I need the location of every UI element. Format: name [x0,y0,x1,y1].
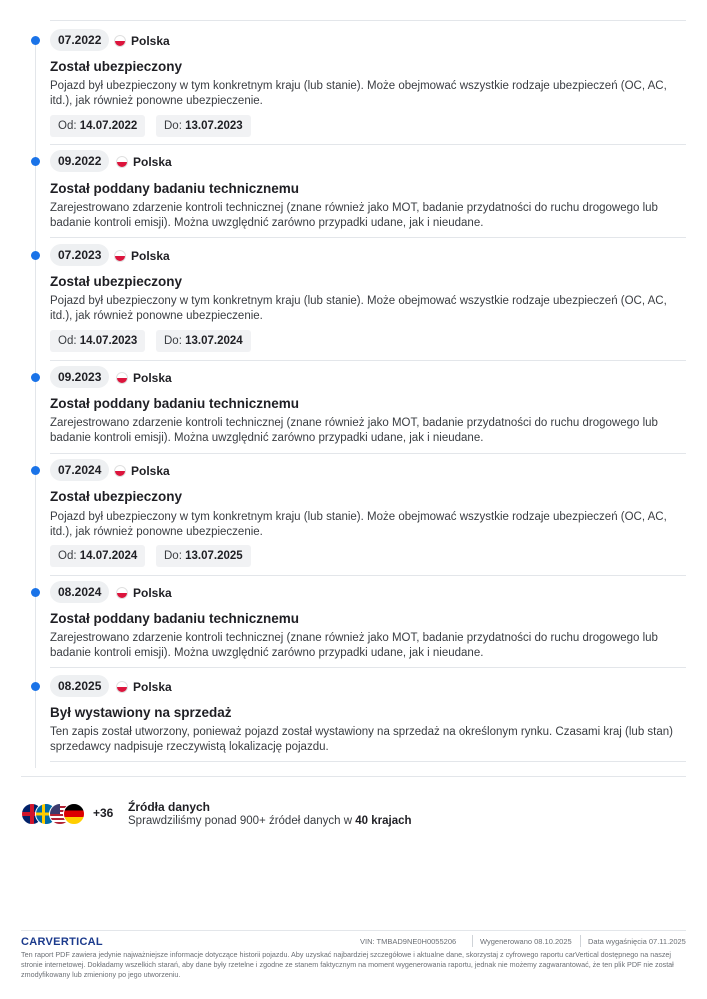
to-label: Do: [164,335,182,347]
event-country: Polska [131,34,170,48]
poland-flag-icon [114,465,126,477]
event-description: Ten zapis został utworzony, ponieważ pojazd został wystawiony na sprzedaż na określonym rynku. Czasami kraj (lub stan) sprzedawcy nadpisuje rzeczywistą lokalizację pojazdu. [50,726,673,753]
event-date-chip: 09.2023 [50,366,109,388]
event-description: Zarejestrowano zdarzenie kontroli technicznej (znane również jako MOT, badanie przydatności do ruchu drogowego lub badanie kontroli emisji). Można uwzględnić zarówno przypadki udane, jak i nieudane. [50,417,658,444]
to-label: Do: [164,120,182,132]
footer-divider [21,930,686,931]
to-date: 13.07.2024 [185,335,243,347]
event-date-chip: 08.2024 [50,581,109,603]
poland-flag-icon [116,156,128,168]
top-divider [50,20,686,21]
period-from-pill [50,330,145,352]
timeline-dot [31,588,40,597]
timeline-dot [31,251,40,260]
from-label: Od: [58,335,77,347]
footer-separator [472,935,473,947]
to-date: 13.07.2025 [185,550,243,562]
poland-flag-icon [116,681,128,693]
timeline-dot [31,157,40,166]
poland-flag-icon [114,250,126,262]
event-country: Polska [131,249,170,263]
from-date: 14.07.2022 [79,120,138,132]
carvertical-logo [21,936,103,948]
event-description: Pojazd był ubezpieczony w tym konkretnym kraju (lub stanie). Może obejmować wszystkie rodzaje ubezpieczeń (OC, AC, itd.), jak również ponowne ubezpieczenie. [50,80,667,107]
sources-subtitle-text: Sprawdziliśmy ponad 900+ źródeł danych w [128,815,353,827]
poland-flag-icon [116,372,128,384]
event-title: Został poddany badaniu technicznemu [50,611,300,626]
event-date-chip: 08.2025 [50,675,109,697]
footer-generated-date: Wygenerowano 08.10.2025 [480,937,572,946]
period-to-pill [156,330,251,352]
event-date-chip: 07.2022 [50,29,109,51]
event-divider [50,144,686,145]
more-countries-count: +36 [93,806,114,820]
event-title: Został poddany badaniu technicznemu [50,396,300,411]
sources-country-count: 40 krajach [355,815,412,827]
event-title: Został poddany badaniu technicznemu [50,181,300,196]
event-divider [50,575,686,576]
event-description: Zarejestrowano zdarzenie kontroli technicznej (znane również jako MOT, badanie przydatności do ruchu drogowego lub badanie kontroli emisji). Można uwzględnić zarówno przypadki udane, jak i nieudane. [50,202,658,229]
data-sources-section [21,800,701,834]
event-divider [50,237,686,238]
event-description: Zarejestrowano zdarzenie kontroli technicznej (znane również jako MOT, badanie przydatności do ruchu drogowego lub badanie kontroli emisji). Można uwzględnić zarówno przypadki udane, jak i nieudane. [50,632,658,659]
from-label: Od: [58,120,77,132]
period-from-pill [50,545,145,567]
period-to-pill [156,115,251,137]
timeline-dot [31,466,40,475]
event-country: Polska [133,371,172,385]
event-date-chip: 07.2023 [50,244,109,266]
poland-flag-icon [114,35,126,47]
event-title: Został ubezpieczony [50,59,183,74]
period-from-pill [50,115,145,137]
event-divider [50,761,686,762]
timeline-dot [31,682,40,691]
event-title: Został ubezpieczony [50,489,183,504]
sources-title: Źródła danych [128,800,211,814]
logo-part-vertical: VERTICAL [45,936,103,948]
event-description: Pojazd był ubezpieczony w tym konkretnym kraju (lub stanie). Może obejmować wszystkie rodzaje ubezpieczeń (OC, AC, itd.), jak również ponowne ubezpieczenie. [50,295,667,322]
section-divider [21,776,686,777]
timeline-dot [31,36,40,45]
event-title: Był wystawiony na sprzedaż [50,705,232,720]
event-divider [50,453,686,454]
event-country: Polska [133,155,172,169]
from-date: 14.07.2023 [79,335,138,347]
logo-part-car: CAR [21,936,46,948]
footer-expiry-date: Data wygaśnięcia 07.11.2025 [588,937,686,946]
period-to-pill [156,545,251,567]
germany-flag-icon [63,803,85,825]
event-divider [50,360,686,361]
timeline-line [35,40,36,768]
country-flags [21,803,91,825]
event-country: Polska [133,680,172,694]
to-label: Do: [164,550,182,562]
event-date-chip: 09.2022 [50,150,109,172]
event-description: Pojazd był ubezpieczony w tym konkretnym kraju (lub stanie). Może obejmować wszystkie rodzaje ubezpieczeń (OC, AC, itd.), jak również ponowne ubezpieczenie. [50,511,667,538]
poland-flag-icon [116,587,128,599]
footer-vin: VIN: TMBAD9NE0H0055206 [360,937,457,946]
event-date-chip: 07.2024 [50,459,109,481]
event-title: Został ubezpieczony [50,274,183,289]
from-date: 14.07.2024 [79,550,138,562]
event-divider [50,667,686,668]
footer-disclaimer: Ten raport PDF zawiera jedynie najważniejsze informacje dotyczące historii pojazdu. Aby uzyskać najbardziej szczegółowe i aktualne dane, skorzystaj z cyfrowego raportu carVertical dostępnego na naszej stronie internetowej. Dokładamy wszelkich starań, aby dane były rzetelne i zgodne ze stanem faktycznym na moment wygenerowania raportu, jednak nie możemy zagwarantować, że ten plik PDF nie został zmodyfikowany lub zmieniony po jego utworzeniu. [21,950,674,979]
timeline-dot [31,373,40,382]
footer-separator [580,935,581,947]
sources-subtitle [128,815,412,827]
to-date: 13.07.2023 [185,120,243,132]
event-country: Polska [131,464,170,478]
from-label: Od: [58,550,77,562]
event-country: Polska [133,586,172,600]
